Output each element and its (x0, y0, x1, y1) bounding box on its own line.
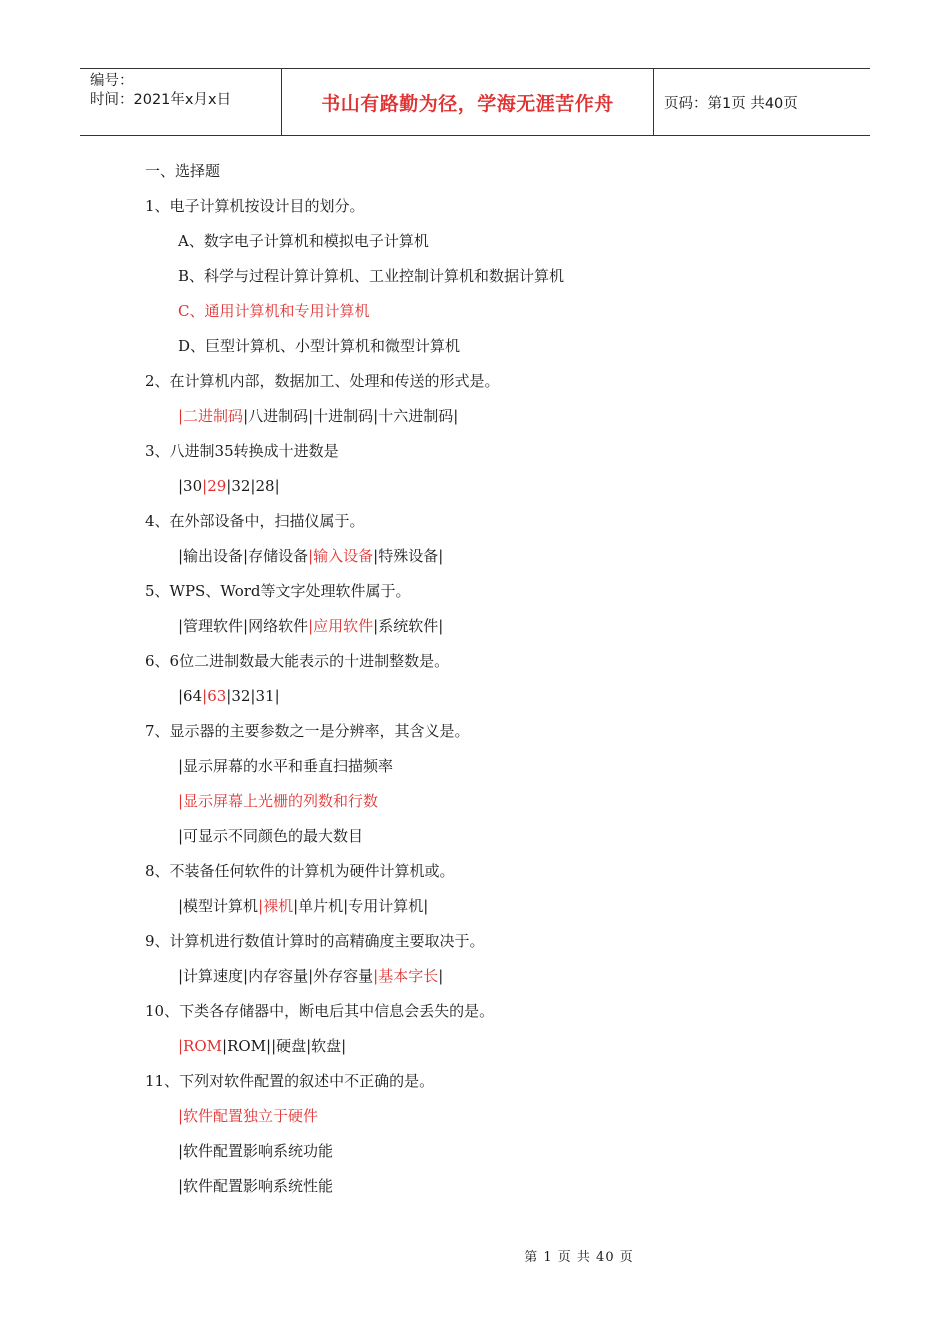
answer-segment: |基本字长 (373, 967, 439, 985)
page-footer (0, 1246, 950, 1265)
option-line (178, 476, 280, 496)
question-text: 10、下类各存储器中，断电后其中信息会丢失的是。 (145, 1002, 495, 1020)
option-segment: A、数字电子计算机和模拟电子计算机 (178, 232, 429, 250)
answer-segment: |显示屏幕上光栅的列数和行数 (178, 792, 379, 810)
answer-segment: |裸机 (258, 897, 294, 915)
question-text: 11、下列对软件配置的叙述中不正确的是。 (145, 1072, 435, 1090)
question-text: 3、八进制35转换成十进数是 (145, 442, 339, 460)
answer-segment: |应用软件 (308, 617, 374, 635)
option-line (178, 1176, 333, 1196)
answer-segment: C、通用计算机和专用计算机 (178, 302, 370, 320)
question-text: 9、计算机进行数值计算时的高精确度主要取决于。 (145, 932, 485, 950)
option-segment: |输出设备|存储设备 (178, 547, 309, 565)
option-line (178, 301, 369, 321)
option-line (178, 406, 458, 426)
option-line (178, 896, 428, 916)
option-line (178, 1036, 346, 1056)
option-segment: |软件配置影响系统性能 (178, 1177, 334, 1195)
option-segment: |管理软件|网络软件 (178, 617, 309, 635)
option-segment: |八进制码|十进制码|十六进制码| (243, 407, 459, 425)
option-line (178, 231, 429, 251)
doc-number-label: 编号： (90, 73, 134, 89)
option-line (178, 266, 564, 286)
option-segment: |可显示不同颜色的最大数目 (178, 827, 364, 845)
option-segment: |模型计算机 (178, 897, 259, 915)
option-line (178, 686, 280, 706)
option-segment: |ROM||硬盘|软盘| (222, 1037, 347, 1055)
option-line (178, 1141, 333, 1161)
page-header (80, 68, 870, 136)
option-line (178, 336, 460, 356)
option-segment: |单片机|专用计算机| (293, 897, 429, 915)
answer-segment: |29 (202, 477, 227, 495)
answer-segment: |软件配置独立于硬件 (178, 1107, 319, 1125)
option-line (178, 756, 393, 776)
doc-time-label: 时间：2021年x月x日 (90, 92, 232, 108)
question-text: 2、在计算机内部，数据加工、处理和传送的形式是。 (145, 372, 500, 390)
answer-segment: |ROM (178, 1037, 223, 1055)
option-segment: |32|28| (226, 477, 280, 495)
question-text: 8、不装备任何软件的计算机为硬件计算机或。 (145, 862, 455, 880)
option-segment: | (438, 967, 444, 985)
option-line (178, 826, 363, 846)
footer-page-number: 第 1 页 共 40 页 (524, 1250, 634, 1265)
option-line (178, 1106, 318, 1126)
option-segment: |计算速度|内存容量|外存容量 (178, 967, 374, 985)
question-text: 7、显示器的主要参数之一是分辨率，其含义是。 (145, 722, 470, 740)
answer-segment: |输入设备 (308, 547, 374, 565)
option-segment: |30 (178, 477, 203, 495)
header-motto: 书山有路勤为径，学海无涯苦作舟 (282, 69, 654, 135)
option-segment: |软件配置影响系统功能 (178, 1142, 334, 1160)
option-segment: |64 (178, 687, 203, 705)
option-segment: |系统软件| (373, 617, 444, 635)
section-title: 一、选择题 (145, 162, 221, 180)
question-text: 4、在外部设备中，扫描仪属于。 (145, 512, 365, 530)
question-text: 5、WPS、Word等文字处理软件属于。 (145, 582, 411, 600)
answer-segment: |二进制码 (178, 407, 244, 425)
option-line (178, 546, 443, 566)
header-page-info: 页码：第1页 共40页 (664, 95, 798, 112)
question-text: 1、电子计算机按设计目的划分。 (145, 197, 365, 215)
question-text: 6、6位二进制数最大能表示的十进制整数是。 (145, 652, 450, 670)
option-segment: |特殊设备| (373, 547, 444, 565)
option-line (178, 616, 443, 636)
option-segment: |32|31| (226, 687, 280, 705)
header-left-cell (80, 69, 282, 135)
option-line (178, 791, 378, 811)
option-segment: B、科学与过程计算计算机、工业控制计算机和数据计算机 (178, 267, 565, 285)
option-segment: D、巨型计算机、小型计算机和微型计算机 (178, 337, 461, 355)
answer-segment: |63 (202, 687, 227, 705)
option-segment: |显示屏幕的水平和垂直扫描频率 (178, 757, 394, 775)
option-line (178, 966, 443, 986)
